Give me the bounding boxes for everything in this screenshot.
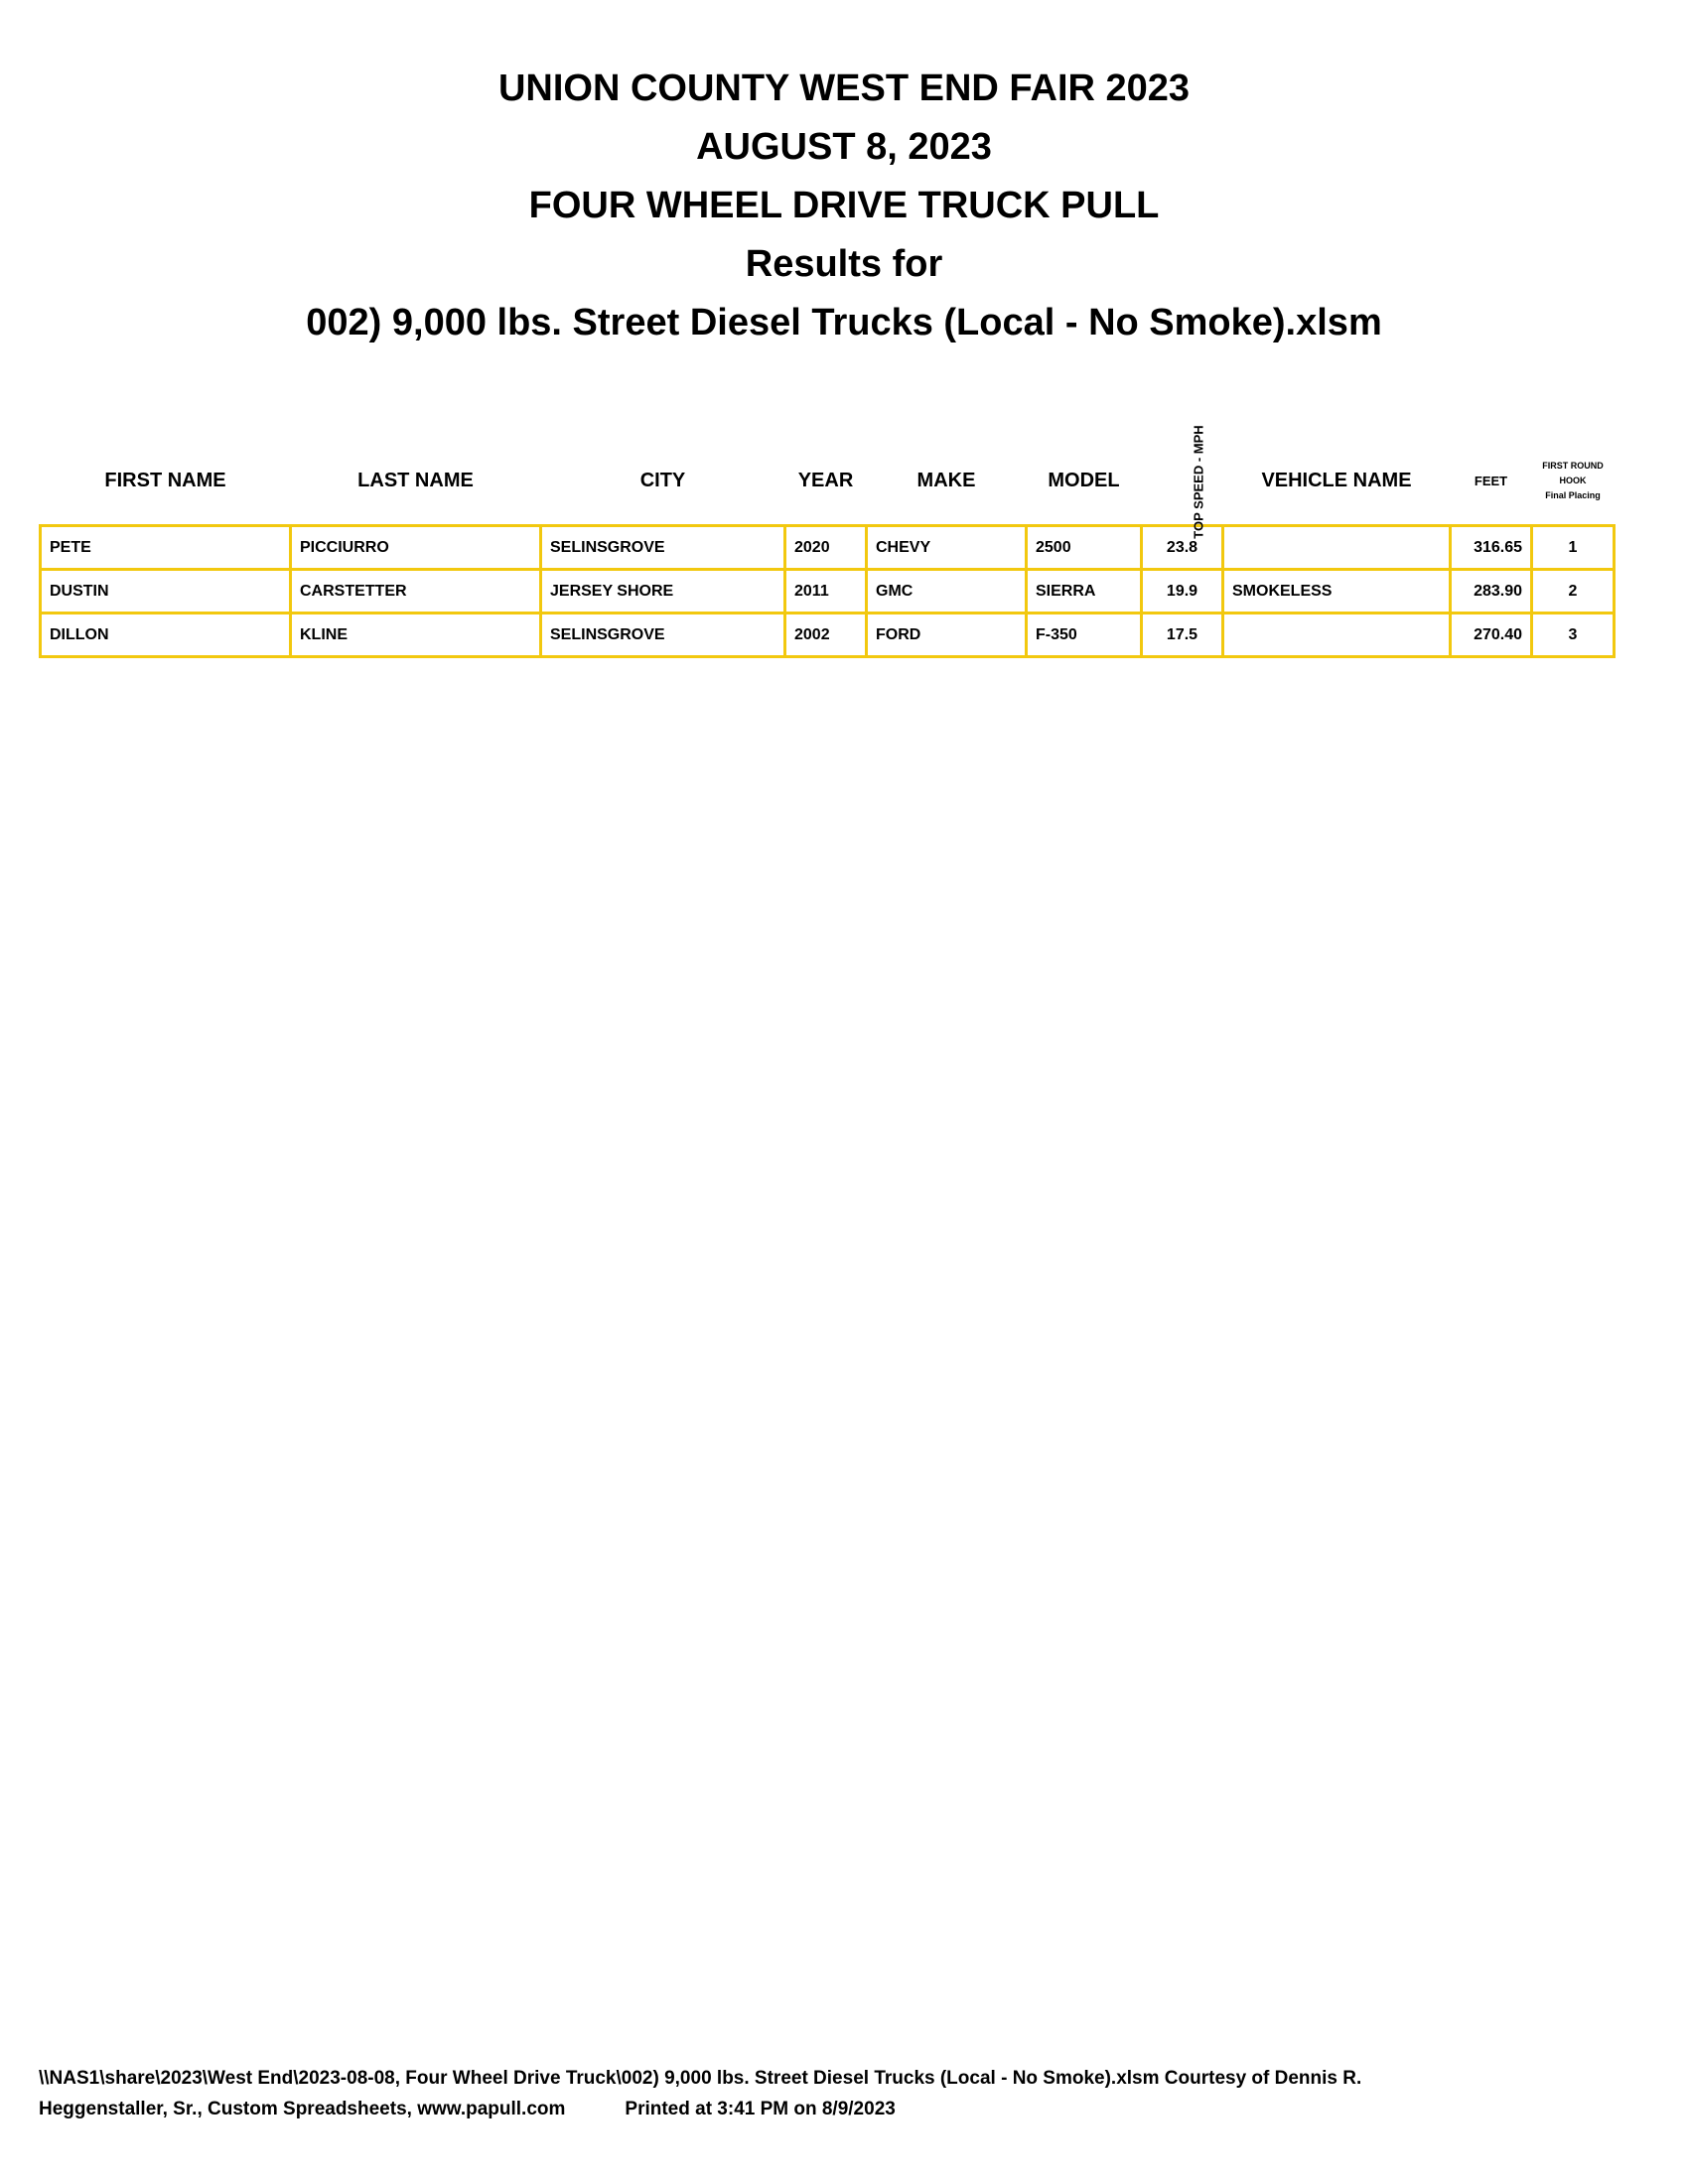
col-feet: FEET — [1474, 473, 1508, 488]
document-title-block — [0, 60, 1688, 352]
cell-vehicle-name — [1223, 526, 1451, 570]
cell-last-name: PICCIURRO — [291, 526, 541, 570]
col-model: MODEL — [1048, 469, 1120, 491]
cell-vehicle-name — [1223, 614, 1451, 657]
cell-model: F-350 — [1027, 614, 1142, 657]
cell-vehicle-name: SMOKELESS — [1223, 570, 1451, 614]
col-last-name: LAST NAME — [357, 469, 474, 491]
col-top-speed-label: TOP SPEED - MPH — [1191, 424, 1206, 539]
title-results-for: Results for — [745, 243, 943, 285]
cell-make: CHEVY — [867, 526, 1027, 570]
cell-make: FORD — [867, 614, 1027, 657]
col-placing-line3: Final Placing — [1545, 489, 1601, 500]
col-placing-line1: FIRST ROUND — [1542, 460, 1604, 471]
cell-placing: 1 — [1532, 526, 1615, 570]
cell-placing: 2 — [1532, 570, 1615, 614]
col-placing-line2: HOOK — [1559, 475, 1587, 485]
col-first-name: FIRST NAME — [104, 469, 226, 491]
col-vehicle-name: VEHICLE NAME — [1261, 469, 1412, 491]
footer-second-line — [39, 2094, 1647, 2124]
cell-first-name: DILLON — [41, 614, 291, 657]
cell-year: 2020 — [785, 526, 867, 570]
title-fair: UNION COUNTY WEST END FAIR 2023 — [497, 68, 1191, 109]
col-year: YEAR — [797, 469, 854, 491]
footer-file-path: \\NAS1\share\2023\West End\2023-08-08, Four Wheel Drive Truck\002) 9,000 lbs. Street Diesel Trucks (Local - No Smoke).xlsm Courtesy of Dennis R. — [39, 2068, 1362, 2089]
col-make: MAKE — [916, 469, 976, 491]
cell-feet: 316.65 — [1451, 526, 1532, 570]
col-city: CITY — [639, 469, 686, 491]
cell-feet: 283.90 — [1451, 570, 1532, 614]
cell-top-speed: 17.5 — [1142, 614, 1223, 657]
cell-last-name: KLINE — [291, 614, 541, 657]
title-date: AUGUST 8, 2023 — [696, 126, 992, 168]
cell-year: 2011 — [785, 570, 867, 614]
col-top-speed — [1142, 424, 1223, 539]
footer-credit: Heggenstaller, Sr., Custom Spreadsheets, www.papull.com — [39, 2099, 566, 2119]
title-event: FOUR WHEEL DRIVE TRUCK PULL — [528, 185, 1160, 226]
cell-city: SELINSGROVE — [541, 614, 785, 657]
table-row — [41, 614, 1615, 657]
cell-city: JERSEY SHORE — [541, 570, 785, 614]
cell-first-name: PETE — [41, 526, 291, 570]
cell-year: 2002 — [785, 614, 867, 657]
page-footer — [39, 2063, 1647, 2124]
table-row — [41, 526, 1615, 570]
header-row — [41, 437, 1615, 526]
title-class: 002) 9,000 lbs. Street Diesel Trucks (Local - No Smoke).xlsm — [306, 302, 1382, 343]
cell-last-name: CARSTETTER — [291, 570, 541, 614]
cell-top-speed: 19.9 — [1142, 570, 1223, 614]
col-placing — [1532, 437, 1615, 526]
cell-city: SELINSGROVE — [541, 526, 785, 570]
cell-model: 2500 — [1027, 526, 1142, 570]
results-table — [39, 424, 1616, 658]
footer-printed: Printed at 3:41 PM on 8/9/2023 — [625, 2099, 896, 2119]
cell-top-speed: 23.8 — [1142, 526, 1223, 570]
cell-make: GMC — [867, 570, 1027, 614]
cell-model: SIERRA — [1027, 570, 1142, 614]
table-row — [41, 570, 1615, 614]
cell-first-name: DUSTIN — [41, 570, 291, 614]
cell-placing: 3 — [1532, 614, 1615, 657]
cell-feet: 270.40 — [1451, 614, 1532, 657]
